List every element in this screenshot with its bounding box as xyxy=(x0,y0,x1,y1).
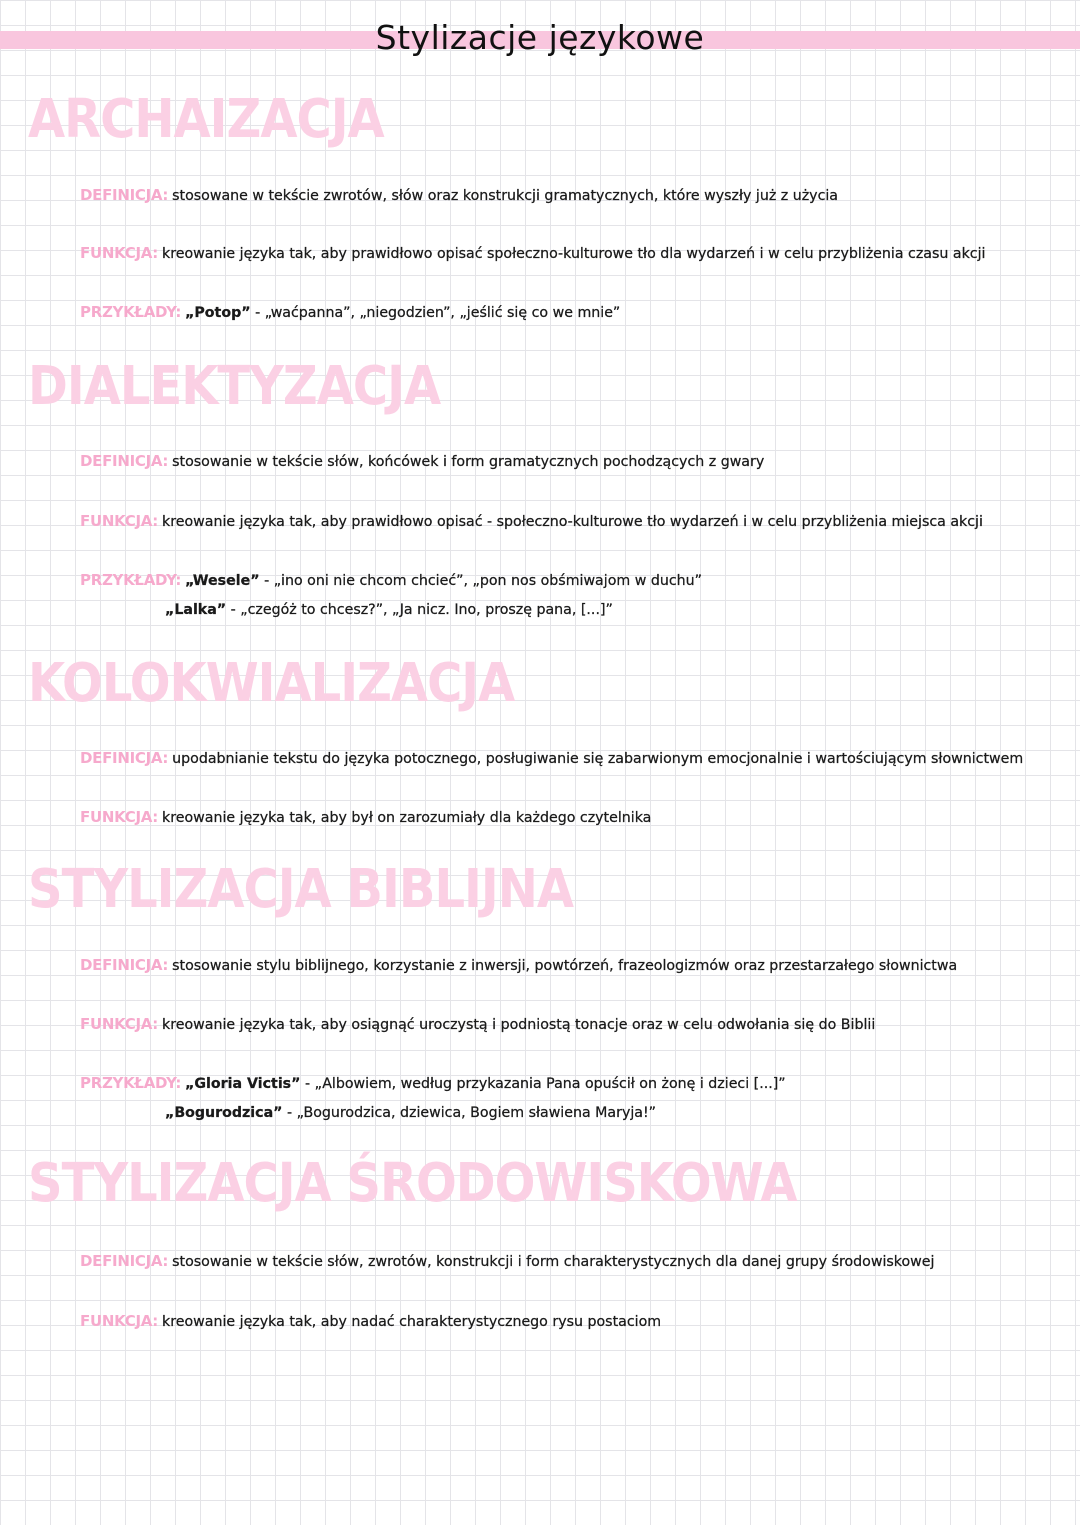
definition-text: stosowanie w tekście słów, końcówek i form gramatycznych pochodzących z gwary xyxy=(172,454,765,470)
dialektyzacja-definition xyxy=(80,451,1040,472)
srodowiskowa-function xyxy=(80,1311,1040,1332)
biblijna-definition xyxy=(80,955,1040,976)
biblijna-function xyxy=(80,1014,1040,1035)
function-text: kreowanie języka tak, aby osiągnąć uroczystą i podniostą tonacje oraz w celu odwołania się do Biblii xyxy=(162,1017,876,1033)
example-quote: - „czegóż to chcesz?”, „Ja nicz. Ino, proszę pana, [...]” xyxy=(226,602,613,618)
function-text: kreowanie języka tak, aby był on zarozumiały dla każdego czytelnika xyxy=(162,810,652,826)
definition-label: DEFINICJA: xyxy=(80,452,169,470)
definition-label: DEFINICJA: xyxy=(80,186,169,204)
example-work: „Lalka” xyxy=(165,602,227,618)
examples-label: PRZYKŁADY: xyxy=(80,571,182,589)
dialektyzacja-function xyxy=(80,511,1040,532)
example-quote: - „ino oni nie chcom chcieć”, „pon nos obśmiwajom w duchu” xyxy=(259,573,702,589)
definition-text: stosowanie w tekście słów, zwrotów, konstrukcji i form charakterystycznych dla danej grupy środowiskowej xyxy=(172,1254,935,1270)
heading-kolokwializacja: KOLOKWIALIZACJA xyxy=(28,651,515,715)
function-label: FUNKCJA: xyxy=(80,244,159,262)
function-label: FUNKCJA: xyxy=(80,512,159,530)
heading-stylizacja-biblijna: STYLIZACJA BIBLIJNA xyxy=(28,857,574,921)
definition-label: DEFINICJA: xyxy=(80,1252,169,1270)
definition-text: stosowane w tekście zwrotów, słów oraz konstrukcji gramatycznych, które wyszły już z użycia xyxy=(172,188,839,204)
heading-archaizacja: ARCHAIZACJA xyxy=(28,87,384,151)
examples-label: PRZYKŁADY: xyxy=(80,1074,182,1092)
srodowiskowa-definition xyxy=(80,1251,1040,1272)
function-text: kreowanie języka tak, aby prawidłowo opisać - społeczno-kulturowe tło wydarzeń i w celu przybliżenia miejsca akcji xyxy=(162,514,983,530)
archaizacja-examples xyxy=(80,302,1040,323)
example-quote: - „Albowiem, według przykazania Pana opuścił on żonę i dzieci [...]” xyxy=(300,1076,786,1092)
function-label: FUNKCJA: xyxy=(80,1015,159,1033)
dialektyzacja-examples xyxy=(80,570,1040,620)
heading-dialektyzacja: DIALEKTYZACJA xyxy=(28,354,441,418)
examples-label: PRZYKŁADY: xyxy=(80,303,182,321)
example-work: „Gloria Victis” xyxy=(185,1076,301,1092)
example-quote: - „waćpanna”, „niegodzien”, „jeślić się co we mnie” xyxy=(250,305,621,321)
kolokwializacja-function xyxy=(80,807,1040,828)
archaizacja-function xyxy=(80,243,1040,264)
definition-text: upodabnianie tekstu do języka potocznego, posługiwanie się zabarwionym emocjonalnie i wartościującym słownictwem xyxy=(172,751,1024,767)
kolokwializacja-definition xyxy=(80,748,1040,769)
function-text: kreowanie języka tak, aby nadać charakterystycznego rysu postaciom xyxy=(162,1314,662,1330)
definition-label: DEFINICJA: xyxy=(80,956,169,974)
heading-stylizacja-srodowiskowa: STYLIZACJA ŚRODOWISKOWA xyxy=(28,1151,797,1215)
function-label: FUNKCJA: xyxy=(80,808,159,826)
definition-label: DEFINICJA: xyxy=(80,749,169,767)
function-text: kreowanie języka tak, aby prawidłowo opisać społeczno-kulturowe tło dla wydarzeń i w celu przybliżenia czasu akcji xyxy=(162,246,986,262)
example-work: „Potop” xyxy=(185,305,251,321)
example-quote: - „Bogurodzica, dziewica, Bogiem sławiena Maryja!” xyxy=(282,1105,657,1121)
biblijna-examples xyxy=(80,1073,1040,1123)
definition-text: stosowanie stylu biblijnego, korzystanie z inwersji, powtórzeń, frazeologizmów oraz przestarzałego słownictwa xyxy=(172,958,958,974)
example-work: „Bogurodzica” xyxy=(165,1105,283,1121)
page-title: Stylizacje językowe xyxy=(375,18,705,57)
function-label: FUNKCJA: xyxy=(80,1312,159,1330)
example-work: „Wesele” xyxy=(185,573,260,589)
archaizacja-definition xyxy=(80,185,1040,206)
